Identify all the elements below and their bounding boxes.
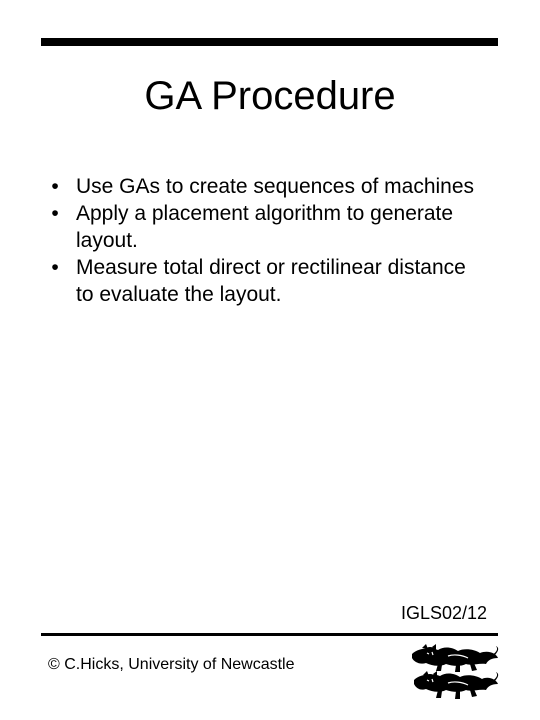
bottom-divider: [41, 633, 498, 636]
bullet-item-2: [47, 200, 487, 254]
top-divider: [41, 38, 498, 46]
bullet-list: [47, 173, 487, 308]
bullet-marker: •: [51, 202, 59, 225]
bullet-marker: •: [51, 256, 59, 279]
heraldic-lion-crest-icon: [408, 644, 500, 702]
bullet-text: Use GAs to create sequences of machines: [76, 175, 475, 198]
bullet-item-3: [47, 254, 487, 308]
footer-copyright: © C.Hicks, University of Newcastle: [48, 656, 295, 673]
slide-code: IGLS02/12: [400, 603, 487, 623]
slide-title: GA Procedure: [144, 74, 396, 118]
bullet-text: Measure total direct or rectilinear distance to evaluate the layout.: [76, 256, 466, 306]
bullet-marker: •: [51, 175, 59, 198]
bullet-text: Apply a placement algorithm to generate layout.: [76, 202, 454, 252]
bullet-item-1: [47, 173, 487, 200]
